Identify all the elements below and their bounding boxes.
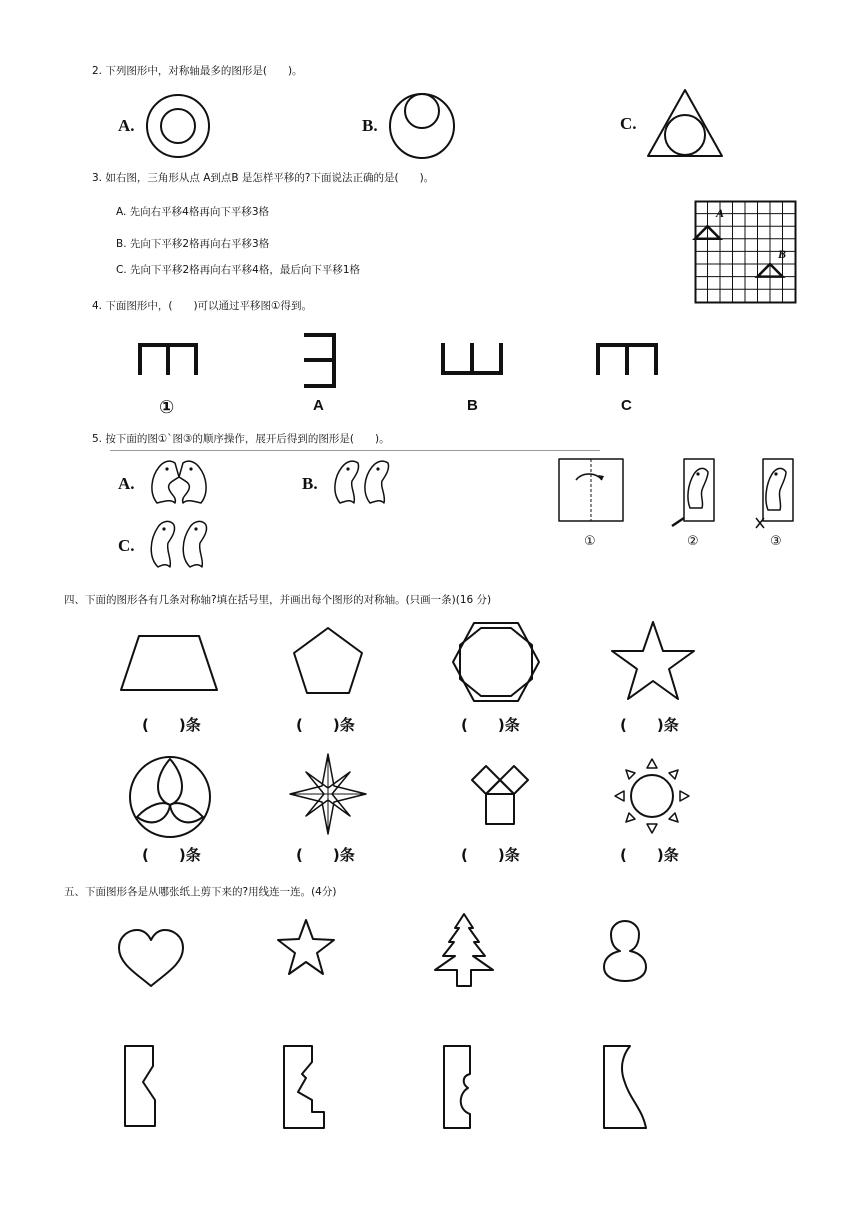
sec4-answer-8[interactable]: ( )条 — [620, 846, 679, 864]
q3-option-a: A. 先向右平移4格再向下平移3格 — [116, 206, 270, 218]
q5-option-b-dolphins — [328, 455, 392, 507]
q4-label-a: A — [313, 397, 324, 414]
q4-figure-a — [302, 333, 336, 388]
q5-option-a-label: A. — [118, 474, 135, 493]
q5-divider — [110, 450, 600, 451]
sec4-star — [610, 620, 696, 702]
sec4-answer-3[interactable]: ( )条 — [461, 716, 520, 734]
q5-step-3-label: ③ — [770, 534, 782, 549]
sec5-heart — [117, 928, 185, 988]
sec4-squares-triangle — [462, 760, 538, 828]
sec4-answer-7[interactable]: ( )条 — [461, 846, 520, 864]
sec4-sun — [612, 756, 692, 836]
q2-option-c-label: C. — [620, 114, 637, 133]
q3-grid-label-b: B — [778, 247, 787, 261]
q3-option-c: C. 先向下平移2格再向右平移4格，最后向下平移1格 — [116, 264, 361, 276]
q4-figure-1 — [138, 343, 198, 375]
q2-option-c-figure — [646, 88, 724, 158]
q5-step-2-draw-figure — [668, 458, 718, 528]
q4-label-1: ① — [159, 397, 175, 418]
q5-step-2-label: ② — [687, 534, 699, 549]
q5-option-b-label: B. — [302, 474, 318, 493]
q2-option-b-label: B. — [362, 116, 378, 135]
sec5-tree — [433, 912, 495, 988]
q4-label-b: B — [467, 397, 478, 414]
q2-option-a-figure — [145, 93, 211, 159]
q5-stem: 5. 按下面的图①`图③的顺序操作，展开后得到的图形是( )。 — [92, 433, 390, 445]
q5-option-c-label: C. — [118, 536, 135, 555]
sec5-figure-eight — [600, 919, 650, 983]
q2-option-b-figure — [388, 92, 456, 160]
q5-step-1-label: ① — [584, 534, 596, 549]
sec4-hexagon-octagon — [451, 621, 541, 703]
sec4-compass-star — [288, 752, 368, 836]
sec5-paper-1 — [121, 1044, 167, 1128]
q3-stem: 3. 如右图，三角形从点 A到点B 是怎样平移的?下面说法正确的是( )。 — [92, 172, 435, 184]
sec5-paper-3 — [440, 1044, 486, 1130]
sec4-answer-6[interactable]: ( )条 — [296, 846, 355, 864]
sec4-circle-petals — [128, 755, 212, 839]
q5-option-a-dolphins — [145, 455, 213, 507]
q3-option-b: B. 先向下平移2格再向右平移3格 — [116, 238, 270, 250]
q5-step-1-fold-figure — [558, 458, 624, 522]
q4-stem: 4. 下面图形中，( )可以通过平移图①得到。 — [92, 300, 312, 312]
q2-stem: 2. 下列图形中，对称轴最多的图形是( )。 — [92, 65, 303, 77]
q4-figure-b — [441, 343, 503, 375]
sec5-star — [276, 918, 336, 976]
q5-option-c-dolphins — [144, 515, 210, 569]
section-4-title: 四、下面的图形各有几条对称轴?填在括号里，并画出每个图形的对称轴。(只画一条)(16 分) — [64, 594, 492, 606]
sec4-trapezoid — [119, 634, 219, 692]
q5-step-3-cut-figure — [752, 458, 798, 530]
section-5-title: 五、下面图形各是从哪张纸上剪下来的?用线连一连。(4分) — [64, 886, 337, 898]
sec5-paper-2 — [280, 1044, 330, 1130]
sec4-answer-1[interactable]: ( )条 — [142, 716, 201, 734]
sec5-paper-4 — [600, 1044, 650, 1130]
q4-label-c: C — [621, 397, 632, 414]
q3-grid-label-a: A — [716, 206, 725, 220]
sec4-answer-2[interactable]: ( )条 — [296, 716, 355, 734]
q2-option-a-label: A. — [118, 116, 135, 135]
q4-figure-c — [596, 343, 658, 375]
sec4-pentagon — [292, 626, 364, 696]
sec4-answer-5[interactable]: ( )条 — [142, 846, 201, 864]
sec4-answer-4[interactable]: ( )条 — [620, 716, 679, 734]
